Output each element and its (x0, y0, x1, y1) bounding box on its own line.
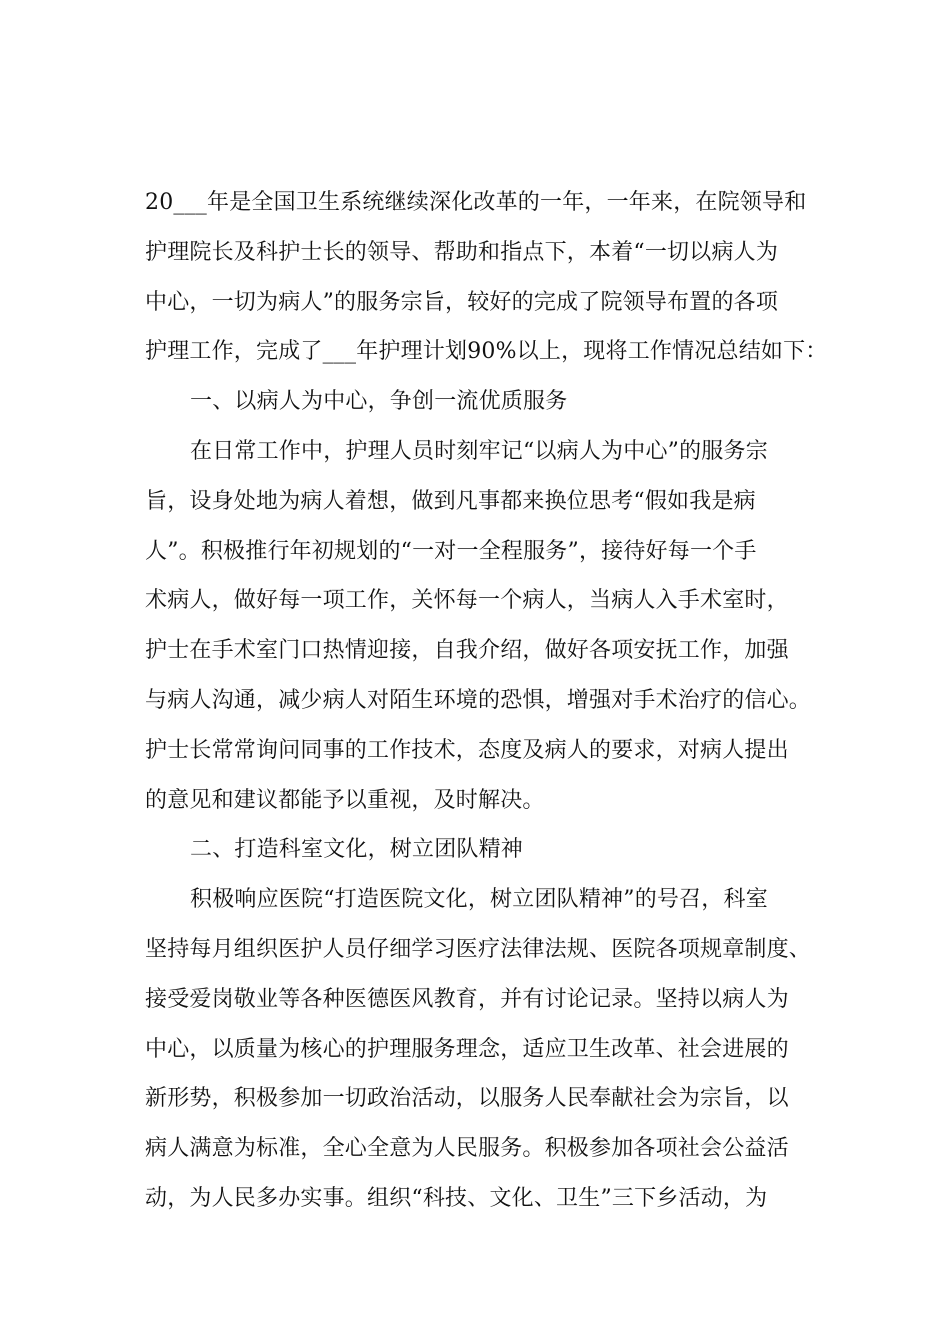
paragraph-line: 动，为人民多办实事。组织“科技、文化、卫生”三下乡活动，为 (145, 1185, 768, 1211)
paragraph-line: 护士在手术室门口热情迎接，自我介绍，做好各项安抚工作，加强 (145, 638, 789, 664)
paragraph-line: 人”。积极推行年初规划的“一对一全程服务”，接待好每一个手 (145, 538, 757, 564)
paragraph-line: 与病人沟通，减少病人对陌生环境的恐惧，增强对手术治疗的信心。 (145, 687, 812, 713)
paragraph-line: 20___年是全国卫生系统继续深化改革的一年，一年来，在院领导和 (145, 190, 807, 215)
paragraph-line: 护士长常常询问同事的工作技术，态度及病人的要求，对病人提出 (145, 737, 789, 763)
paragraph-line: 病人满意为标准，全心全意为人民服务。积极参加各项社会公益活 (145, 1136, 789, 1162)
paragraph-line: 坚持每月组织医护人员仔细学习医疗法律法规、医院各项规章制度、 (145, 936, 812, 962)
paragraph-line: 护理院长及科护士长的领导、帮助和指点下，本着“一切以病人为 (145, 239, 779, 265)
paragraph-line: 中心，以质量为核心的护理服务理念，适应卫生改革、社会进展的 (145, 1036, 789, 1062)
paragraph-line: 护理工作，完成了___年护理计划90%以上，现将工作情况总结如下： (145, 339, 828, 365)
paragraph-line: 术病人，做好每一项工作，关怀每一个病人，当病人入手术室时， (145, 588, 789, 614)
paragraph-line: 的意见和建议都能予以重视，及时解决。 (145, 787, 545, 813)
section-heading: 一、以病人为中心，争创一流优质服务 (190, 389, 568, 415)
paragraph-line: 积极响应医院“打造医院文化，树立团队精神”的号召，科室 (190, 887, 768, 913)
paragraph-line: 旨，设身处地为病人着想，做到凡事都来换位思考“假如我是病 (145, 488, 756, 514)
section-heading: 二、打造科室文化，树立团队精神 (190, 837, 524, 863)
paragraph-line: 接受爱岗敬业等各种医德医风教育，并有讨论记录。坚持以病人为 (145, 986, 789, 1012)
paragraph-line: 在日常工作中，护理人员时刻牢记“以病人为中心”的服务宗 (190, 438, 768, 464)
document-body (145, 178, 828, 1224)
paragraph-line: 新形势，积极参加一切政治活动，以服务人民奉献社会为宗旨，以 (145, 1086, 789, 1112)
paragraph-line: 中心，一切为病人”的服务宗旨，较好的完成了院领导布置的各项 (145, 289, 779, 315)
